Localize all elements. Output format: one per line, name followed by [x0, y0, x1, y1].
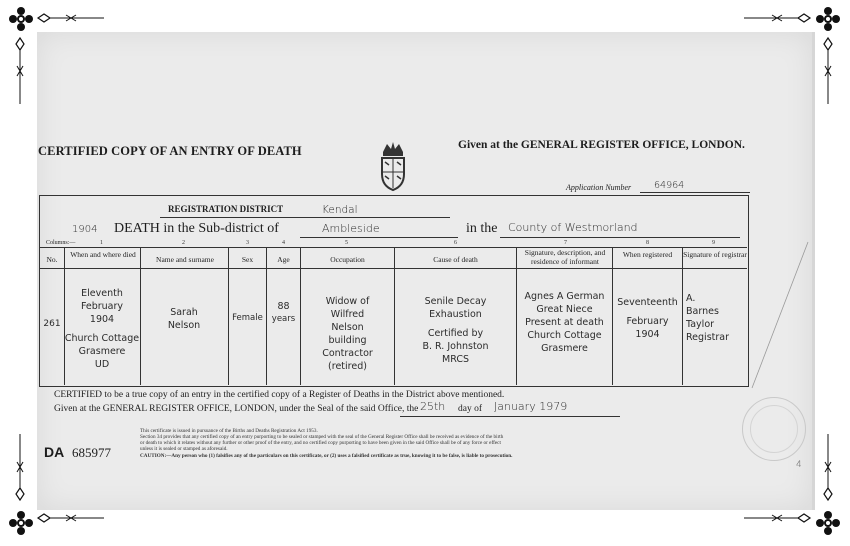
entry-line: February: [626, 316, 669, 327]
entry-line: February: [80, 301, 124, 312]
entry-line: Exhaustion: [429, 309, 482, 320]
col-header-sex: Sex: [241, 255, 254, 264]
flourish-bottom-left: [36, 512, 106, 524]
column-number-3: 3: [246, 240, 249, 246]
entry-line: Nelson: [167, 320, 201, 331]
subdistrict-underline: [300, 237, 458, 238]
entry-informant: [517, 290, 612, 355]
entry-number: 261: [43, 319, 61, 329]
flourish-right-top: [822, 36, 834, 106]
entry-line: Barnes: [686, 306, 719, 317]
entry-line: (retired): [328, 361, 367, 372]
serial-number: 685977: [72, 445, 111, 460]
entry-age: [267, 300, 300, 326]
entry-line: 1904: [89, 314, 115, 325]
entry-line: 88: [277, 301, 290, 312]
subdistrict-label: DEATH in the Sub-district of: [114, 221, 279, 236]
column-number-8: 8: [646, 240, 649, 246]
caution-text: CAUTION:—Any person who (1) falsifies any of the particulars on this certificate, or (2) uses a falsified certificate as true, knowing it to be false, is liable to prosecution.: [140, 453, 513, 459]
flourish-top-right: [742, 12, 812, 24]
flourish-left-top: [14, 36, 26, 106]
col-header-no: No.: [46, 255, 58, 264]
fine-print-4: unless it is sealed or stamped as aforesaid.: [140, 446, 228, 452]
column-number-6: 6: [454, 240, 457, 246]
column-number-5: 5: [345, 240, 348, 246]
certification-line-1: CERTIFIED to be a true copy of an entry in the certified copy of a Register of Deaths in the District above mentioned.: [54, 390, 505, 400]
embossed-seal-inner: [750, 405, 798, 453]
fine-print-1: This certificate is issued in pursuance of the Births and Deaths Registration Act 1953.: [140, 428, 318, 434]
entry-line: Wilfred: [330, 309, 365, 320]
diagonal-mark: [750, 240, 810, 390]
columns-label: Columns:—: [46, 240, 76, 246]
entry-line: Eleventh: [81, 288, 123, 299]
entry-line: Nelson: [331, 322, 364, 333]
certification-month-year: January 1979: [494, 400, 568, 413]
paper-edge: [812, 32, 815, 510]
column-number-9: 9: [712, 240, 715, 246]
column-number-7: 7: [564, 240, 567, 246]
county-label: in the: [466, 221, 498, 236]
margin-mark: 4: [796, 460, 802, 470]
entry-line: building: [328, 335, 367, 346]
corner-ornament-top-left: [6, 4, 36, 34]
entry-when-where: [64, 287, 140, 371]
royal-crest-icon: [375, 140, 411, 196]
entry-line: UD: [94, 359, 110, 370]
flourish-top-left: [36, 12, 106, 24]
col-header-name: Name and surname: [156, 255, 214, 264]
certification-day-label: day of: [458, 404, 483, 414]
col-divider-9: [682, 247, 683, 385]
death-year: 1904: [72, 224, 98, 235]
entry-line: years: [271, 314, 296, 324]
entry-line: 1904: [635, 329, 660, 340]
entry-line: Contractor: [322, 348, 373, 359]
column-number-2: 2: [182, 240, 185, 246]
corner-ornament-bottom-right: [813, 508, 843, 538]
subdistrict-value: Ambleside: [322, 222, 380, 235]
entry-registrar: [686, 292, 748, 344]
certification-day: 25th: [420, 400, 446, 413]
corner-ornament-top-right: [813, 4, 843, 34]
entry-line: Grasmere: [541, 343, 588, 354]
flourish-bottom-right: [742, 512, 812, 524]
col-header-age: Age: [277, 255, 290, 264]
entry-cause: [395, 295, 516, 366]
certification-date-underline: [400, 416, 620, 417]
col-header-when-registered: When registered: [622, 250, 673, 259]
entry-line: Senile Decay: [424, 296, 487, 307]
entry-registered: [613, 296, 682, 341]
district-label-rule: [160, 217, 300, 218]
entry-line: Grasmere: [78, 346, 126, 357]
col-header-occupation: Occupation: [330, 255, 365, 264]
entry-sex: Female: [232, 313, 263, 323]
fine-print-2: Section 34 provides that any certified copy of an entry purporting to be sealed or stamped with the seal of the General Register Office shall be received as evidence of the birth: [140, 434, 504, 440]
col-header-when-where: When and where died: [70, 250, 136, 259]
entry-line: Widow of: [325, 296, 370, 307]
certification-line-2: Given at the GENERAL REGISTER OFFICE, LONDON, under the Seal of the said Office, the: [54, 404, 419, 414]
serial-prefix: DA: [44, 444, 65, 460]
fine-print-3: or death to which it relates without any further or other proof of the entry, and no certified copy purporting to have been given in the said Office shall be of any force or effect: [140, 440, 501, 446]
corner-ornament-bottom-left: [6, 508, 36, 538]
entry-line: Seventeenth: [617, 297, 678, 308]
col-header-registrar: Signature of registrar: [683, 250, 747, 259]
col-header-informant: Signature, description, and residence of informant: [524, 248, 606, 266]
entry-line: A.: [686, 293, 696, 304]
entry-line: Church Cottage: [527, 330, 602, 341]
entry-line: B. R. Johnston: [422, 341, 489, 352]
application-number-label: Application Number: [566, 183, 632, 192]
entry-line: Taylor: [686, 319, 715, 330]
county-underline: [500, 237, 740, 238]
county-value: County of Westmorland: [508, 221, 638, 234]
registration-district-label: REGISTRATION DISTRICT: [168, 204, 284, 214]
entry-name: [141, 306, 227, 332]
col-header-cause: Cause of death: [433, 255, 478, 264]
office-heading: Given at the GENERAL REGISTER OFFICE, LONDON.: [458, 139, 745, 151]
entry-line: Agnes A German: [524, 291, 605, 302]
entry-line: Certified by: [427, 328, 484, 339]
flourish-right-bottom: [822, 432, 834, 502]
entry-line: Present at death: [525, 317, 604, 328]
district-value-underline: [300, 217, 450, 218]
application-number-value: 64964: [654, 180, 685, 191]
application-number-underline: [640, 192, 750, 193]
entry-occupation: [301, 295, 394, 373]
entry-line: Church Cottage: [64, 333, 140, 344]
column-number-4: 4: [282, 240, 285, 246]
column-number-1: 1: [100, 240, 103, 246]
entry-line: Sarah: [170, 307, 198, 318]
flourish-left-bottom: [14, 432, 26, 502]
entry-line: Great Niece: [536, 304, 593, 315]
registration-district-value: Kendal: [322, 204, 358, 216]
entry-line: MRCS: [442, 354, 469, 365]
certificate-title: CERTIFIED COPY OF AN ENTRY OF DEATH: [38, 144, 302, 158]
entry-line: Registrar: [686, 332, 729, 343]
